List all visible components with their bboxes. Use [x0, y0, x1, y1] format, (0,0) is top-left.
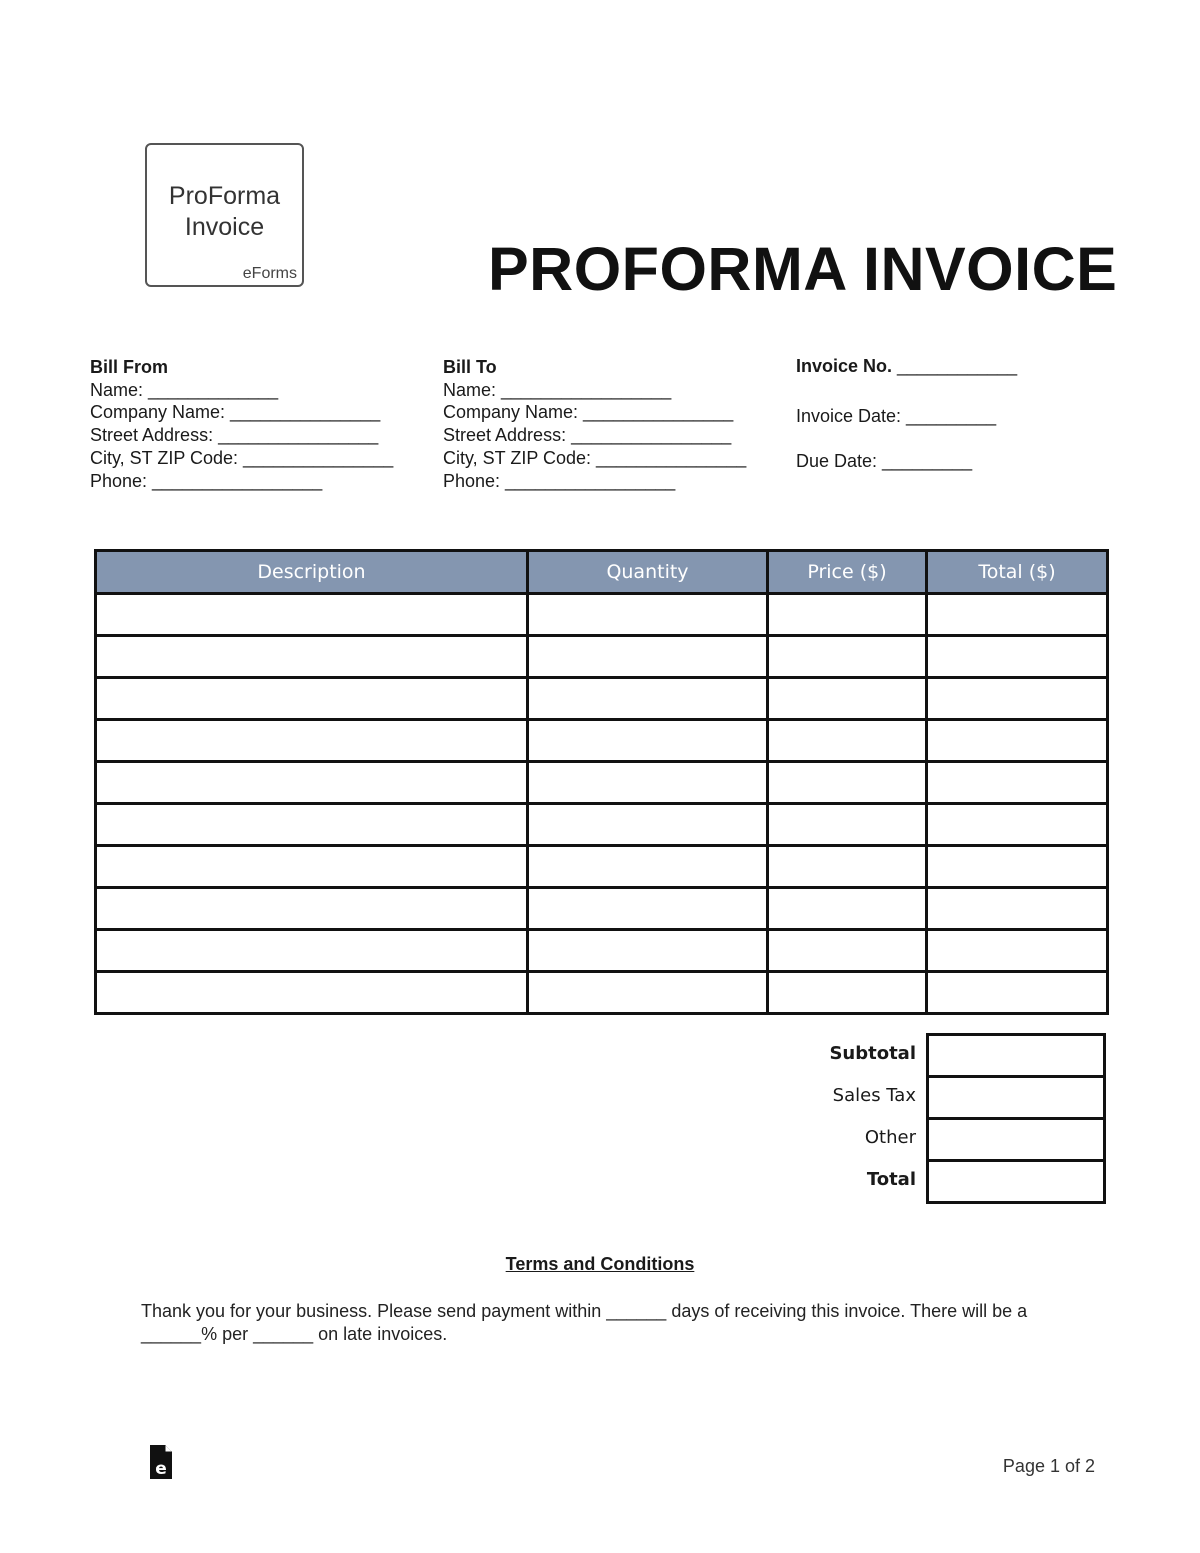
- logo-line-1: ProForma: [168, 182, 281, 210]
- table-row: [96, 594, 1108, 636]
- total-cell[interactable]: [927, 678, 1108, 720]
- total-row: [760, 1159, 1106, 1201]
- price-cell[interactable]: [768, 846, 927, 888]
- logo-brand: eForms: [242, 265, 297, 282]
- sales-tax-label: Sales Tax: [832, 1085, 916, 1106]
- description-cell[interactable]: [96, 888, 528, 930]
- table-row: [96, 762, 1108, 804]
- table-row: [96, 678, 1108, 720]
- bill-to-street-field[interactable]: Street Address: ________________: [443, 425, 732, 446]
- total-cell[interactable]: [926, 1159, 1106, 1204]
- quantity-cell[interactable]: [528, 762, 768, 804]
- bill-from-city-field[interactable]: City, ST ZIP Code: _______________: [90, 447, 394, 468]
- bill-to-phone-field[interactable]: Phone: _________________: [443, 470, 676, 491]
- bill-from-section: [90, 356, 393, 492]
- bill-from-street-field[interactable]: Street Address: ________________: [90, 425, 379, 446]
- header-price: Price ($): [768, 551, 927, 594]
- quantity-cell[interactable]: [528, 678, 768, 720]
- header-description: Description: [96, 551, 528, 594]
- table-row: [96, 846, 1108, 888]
- invoice-date-field[interactable]: Invoice Date: _________: [796, 406, 997, 426]
- description-cell[interactable]: [96, 762, 528, 804]
- description-cell[interactable]: [96, 804, 528, 846]
- description-cell[interactable]: [96, 972, 528, 1014]
- table-row: [96, 636, 1108, 678]
- total-cell[interactable]: [927, 594, 1108, 636]
- description-cell[interactable]: [96, 720, 528, 762]
- bill-to-company-field[interactable]: Company Name: _______________: [443, 402, 734, 423]
- description-cell[interactable]: [96, 678, 528, 720]
- quantity-cell[interactable]: [528, 972, 768, 1014]
- table-header-row: [96, 551, 1108, 594]
- quantity-cell[interactable]: [528, 636, 768, 678]
- bill-from-phone-field[interactable]: Phone: _________________: [90, 470, 323, 491]
- price-cell[interactable]: [768, 930, 927, 972]
- bill-from-name-field[interactable]: Name: _____________: [90, 379, 279, 400]
- logo-title: [147, 181, 302, 243]
- terms-heading: Terms and Conditions: [505, 1254, 695, 1274]
- logo-line-2: Invoice: [184, 213, 265, 241]
- terms-text: Thank you for your business. Please send payment within ______ days of receiving this invoice. There will be a ______% per ______ on late invoices.: [141, 1301, 1028, 1344]
- table-body: [96, 594, 1108, 1014]
- quantity-cell[interactable]: [528, 930, 768, 972]
- subtotal-cell[interactable]: [926, 1033, 1106, 1078]
- eforms-e-icon: [148, 1443, 174, 1481]
- quantity-cell[interactable]: [528, 888, 768, 930]
- table-row: [96, 930, 1108, 972]
- total-cell[interactable]: [927, 972, 1108, 1014]
- description-cell[interactable]: [96, 930, 528, 972]
- invoice-number-label: Invoice No.: [796, 356, 893, 376]
- description-cell[interactable]: [96, 846, 528, 888]
- invoice-number-field[interactable]: [796, 356, 1017, 377]
- price-cell[interactable]: [768, 762, 927, 804]
- price-cell[interactable]: [768, 636, 927, 678]
- invoice-number-blank[interactable]: ____________: [892, 356, 1018, 376]
- document-title: PROFORMA INVOICE: [488, 235, 1118, 303]
- logo: [145, 143, 304, 287]
- price-cell[interactable]: [768, 888, 927, 930]
- header-total: Total ($): [927, 551, 1108, 594]
- total-label: Total: [866, 1169, 916, 1190]
- quantity-cell[interactable]: [528, 804, 768, 846]
- sales-tax-row: [760, 1075, 1106, 1117]
- subtotal-row: [760, 1033, 1106, 1075]
- total-cell[interactable]: [927, 720, 1108, 762]
- page-number: Page 1 of 2: [1002, 1456, 1095, 1476]
- total-cell[interactable]: [927, 636, 1108, 678]
- total-cell[interactable]: [927, 846, 1108, 888]
- other-cell[interactable]: [926, 1117, 1106, 1162]
- price-cell[interactable]: [768, 804, 927, 846]
- other-label: Other: [864, 1127, 916, 1148]
- header-quantity: Quantity: [528, 551, 768, 594]
- table-row: [96, 720, 1108, 762]
- price-cell[interactable]: [768, 720, 927, 762]
- bill-to-section: [443, 356, 746, 492]
- price-cell[interactable]: [768, 678, 927, 720]
- bill-from-heading: Bill From: [90, 357, 169, 377]
- line-items-table: [94, 549, 1109, 1015]
- quantity-cell[interactable]: [528, 846, 768, 888]
- price-cell[interactable]: [768, 594, 927, 636]
- table-row: [96, 972, 1108, 1014]
- total-cell[interactable]: [927, 762, 1108, 804]
- total-cell[interactable]: [927, 804, 1108, 846]
- bill-to-heading: Bill To: [443, 357, 497, 377]
- total-cell[interactable]: [927, 930, 1108, 972]
- table-row: [96, 804, 1108, 846]
- bill-to-city-field[interactable]: City, ST ZIP Code: _______________: [443, 447, 747, 468]
- description-cell[interactable]: [96, 594, 528, 636]
- other-row: [760, 1117, 1106, 1159]
- table-row: [96, 888, 1108, 930]
- quantity-cell[interactable]: [528, 594, 768, 636]
- quantity-cell[interactable]: [528, 720, 768, 762]
- svg-text:e: e: [155, 1459, 167, 1479]
- description-cell[interactable]: [96, 636, 528, 678]
- total-cell[interactable]: [927, 888, 1108, 930]
- bill-from-company-field[interactable]: Company Name: _______________: [90, 402, 381, 423]
- sales-tax-cell[interactable]: [926, 1075, 1106, 1120]
- price-cell[interactable]: [768, 972, 927, 1014]
- bill-to-name-field[interactable]: Name: _________________: [443, 379, 672, 400]
- subtotal-label: Subtotal: [829, 1043, 916, 1064]
- due-date-field[interactable]: Due Date: _________: [796, 451, 973, 471]
